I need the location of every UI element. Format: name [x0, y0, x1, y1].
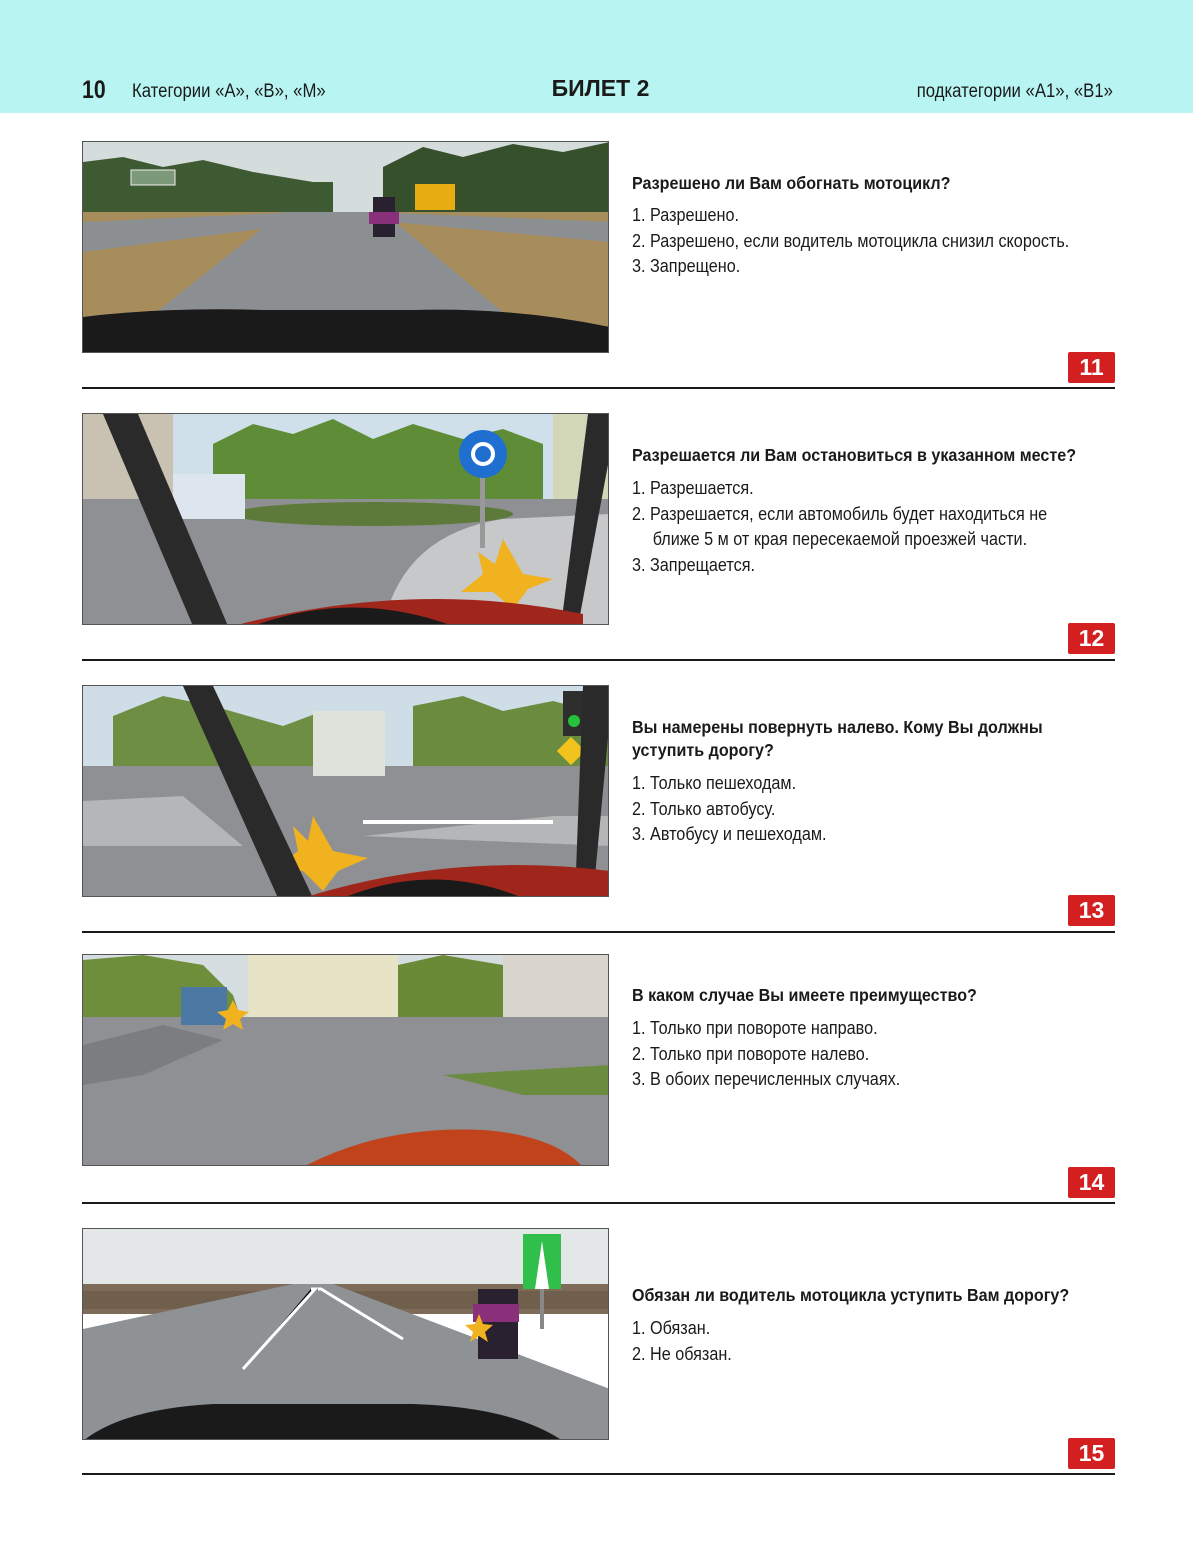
question-number-badge: 12	[1068, 623, 1115, 654]
divider	[82, 931, 1115, 933]
answer-option[interactable]: 1. Обязан.	[632, 1318, 711, 1338]
question-text: Вы намерены повернуть налево. Кому Вы должны уступить дорогу?	[632, 717, 1043, 760]
answer-list	[632, 476, 1082, 578]
answer-list	[632, 1316, 1082, 1367]
categories-left: Категории «А», «В», «М»	[132, 81, 326, 102]
answer-option[interactable]: 3. В обоих перечисленных случаях.	[632, 1069, 901, 1089]
answer-list	[632, 203, 1082, 280]
divider	[82, 1202, 1115, 1204]
answer-option[interactable]: 2. Только автобусу.	[632, 798, 776, 819]
question-13-image	[82, 685, 609, 897]
answer-list	[632, 1016, 1082, 1093]
answer-option[interactable]: 1. Только при повороте направо.	[632, 1018, 878, 1038]
answer-option[interactable]: 2. Разрешено, если водитель мотоцикла снизил скорость.	[632, 230, 1070, 251]
answer-option[interactable]: 2. Не обязан.	[632, 1343, 732, 1364]
answer-option[interactable]: 3. Запрещается.	[632, 554, 756, 575]
answer-option[interactable]: 2. Только при повороте налево.	[632, 1043, 870, 1064]
question-number-badge: 11	[1068, 352, 1115, 383]
answer-option[interactable]: 3. Запрещено.	[632, 256, 741, 276]
divider	[82, 1473, 1115, 1475]
question-12-image	[82, 413, 609, 625]
categories-right: подкатегории «А1», «В1»	[916, 81, 1113, 102]
page-header	[0, 0, 1193, 113]
ticket-title: БИЛЕТ 2	[551, 75, 650, 101]
question-11-image	[82, 141, 609, 353]
question-text: Разрешено ли Вам обогнать мотоцикл?	[632, 173, 951, 193]
answer-option[interactable]: 1. Только пешеходам.	[632, 773, 797, 793]
answer-option[interactable]: 2. Разрешается, если автомобиль будет находиться не ближе 5 м от края пересекаемой проезжей части.	[632, 503, 1048, 549]
question-text: Обязан ли водитель мотоцикла уступить Вам дорогу?	[632, 1285, 1070, 1305]
divider	[82, 387, 1115, 389]
answer-option[interactable]: 1. Разрешается.	[632, 478, 754, 498]
question-number-badge: 14	[1068, 1167, 1115, 1198]
answer-list	[632, 771, 1082, 848]
question-15-image	[82, 1228, 609, 1440]
answer-option[interactable]: 3. Автобусу и пешеходам.	[632, 824, 827, 844]
answer-option[interactable]: 1. Разрешено.	[632, 205, 740, 225]
question-text: Разрешается ли Вам остановиться в указанном месте?	[632, 445, 1077, 465]
question-number-badge: 15	[1068, 1438, 1115, 1469]
page-number: 10	[82, 76, 106, 104]
question-text: В каком случае Вы имеете преимущество?	[632, 985, 977, 1005]
question-14-image	[82, 954, 609, 1166]
divider	[82, 659, 1115, 661]
question-number-badge: 13	[1068, 895, 1115, 926]
